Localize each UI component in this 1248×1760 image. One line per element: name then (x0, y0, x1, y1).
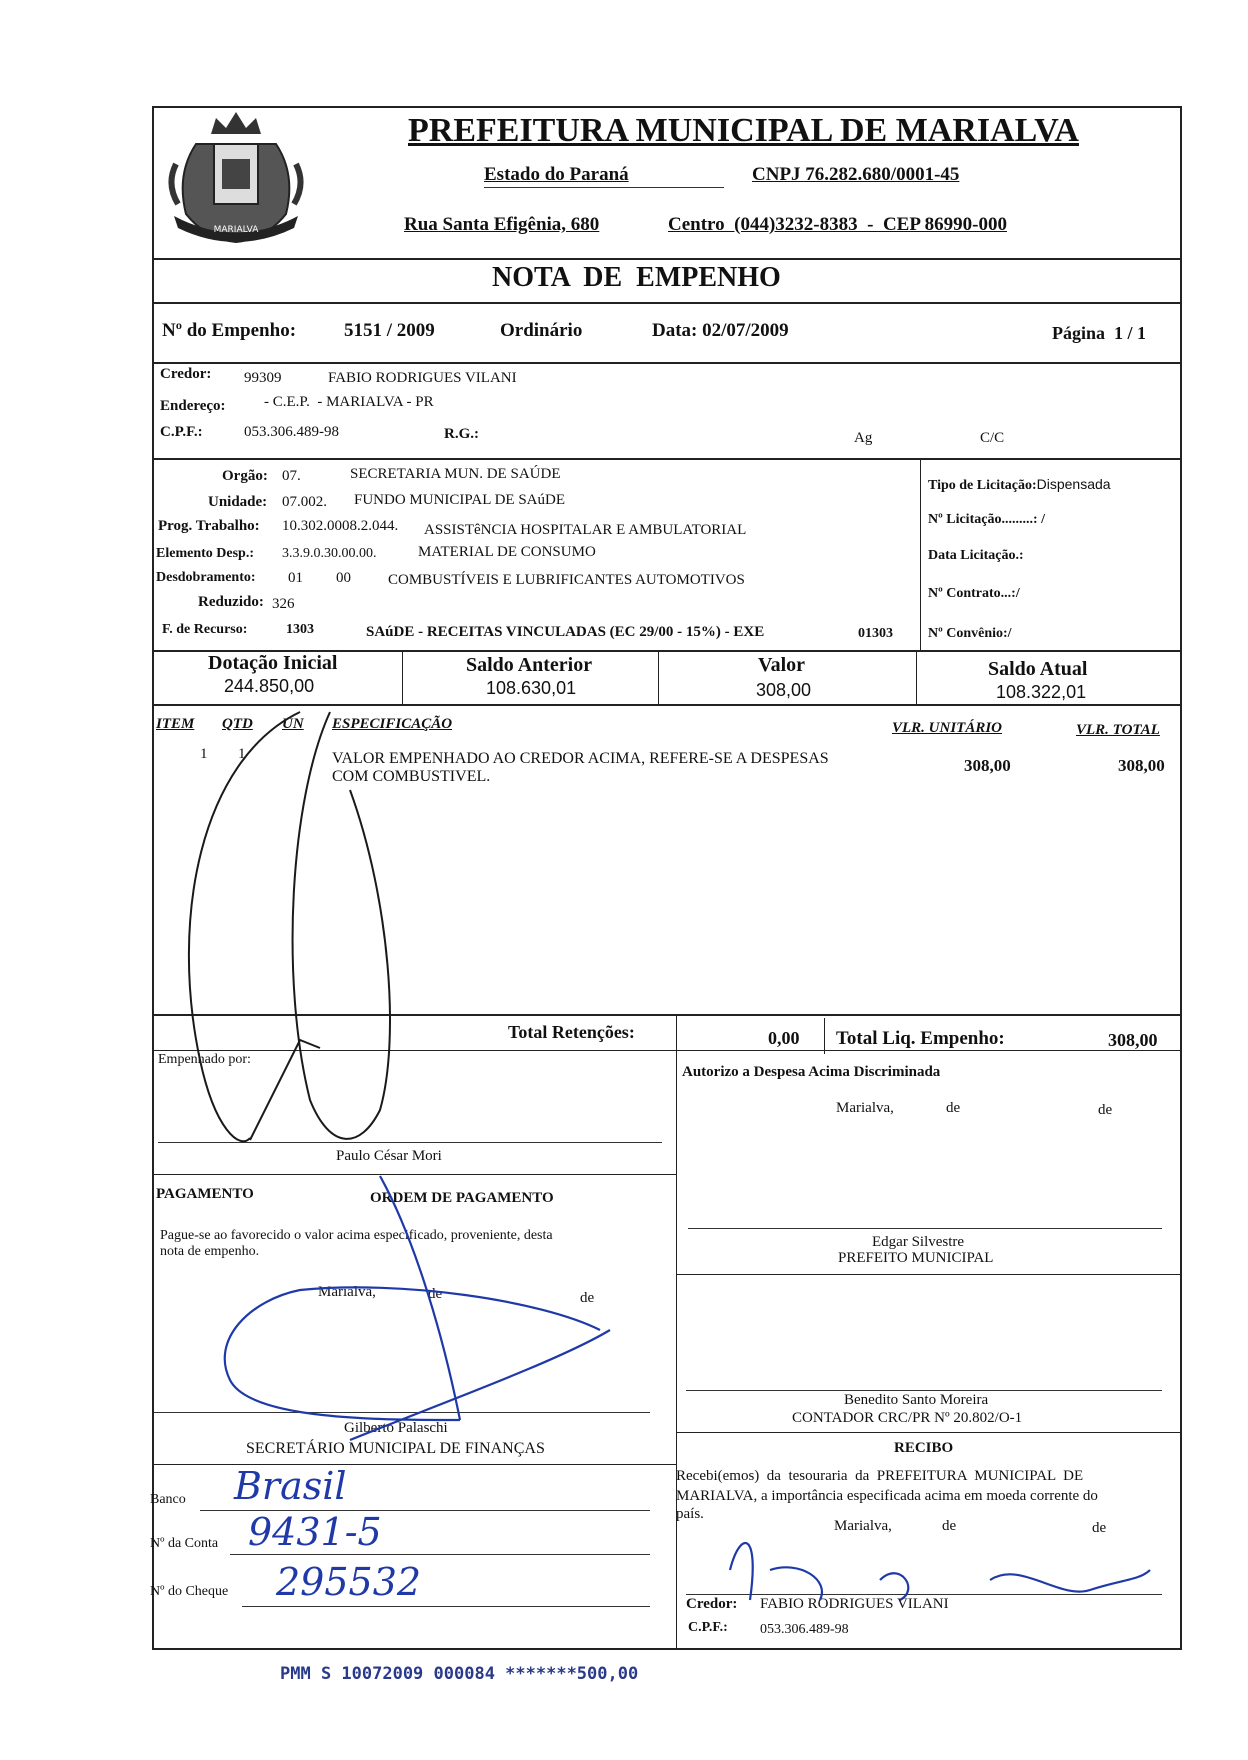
saldo-atual-label: Saldo Atual (988, 658, 1088, 680)
saldo-atual-value: 108.322,01 (996, 682, 1087, 702)
pagamento-text1: Pague-se ao favorecido o valor acima especificado, proveniente, desta (160, 1228, 553, 1243)
rg-label: R.G.: (444, 426, 479, 442)
col-un: UN (282, 716, 304, 732)
pagamento-text2: nota de empenho. (160, 1244, 260, 1259)
credor-code: 99309 (244, 370, 282, 386)
dotacao-value: 244.850,00 (224, 676, 315, 696)
recurso-label: F. de Recurso: (162, 622, 248, 637)
pagamento-de2: de (580, 1290, 595, 1306)
empenhado-name: Paulo César Mori (336, 1148, 442, 1164)
total-liq-label: Total Liq. Empenho: (836, 1028, 1005, 1049)
item-number: 1 (200, 746, 208, 762)
recurso-name: SAúDE - RECEITAS VINCULADAS (EC 29/00 - 15%) - EXE (366, 624, 765, 640)
secretario-title: SECRETÁRIO MUNICIPAL DE FINANÇAS (246, 1440, 545, 1457)
autorizo-place: Marialva, (836, 1100, 894, 1116)
recibo-credor-name: FABIO RODRIGUES VILANI (760, 1596, 949, 1612)
desdobramento-label: Desdobramento: (156, 570, 256, 585)
endereco-label: Endereço: (160, 398, 226, 414)
item-vunit: 308,00 (964, 756, 1011, 775)
elemento-name: MATERIAL DE CONSUMO (418, 544, 596, 560)
elemento-code: 3.3.9.0.30.00.00. (282, 546, 377, 561)
licitacao-data: Data Licitação.: (928, 548, 1024, 563)
saldo-anterior-value: 108.630,01 (486, 678, 577, 698)
col-vunit: VLR. UNITÁRIO (892, 720, 1003, 736)
desdobramento-code2: 00 (336, 570, 351, 586)
empenho-type: Ordinário (500, 320, 583, 341)
cheque-value: 295532 (276, 1560, 422, 1604)
autorizo-de2: de (1098, 1102, 1113, 1118)
total-retencoes-label: Total Retenções: (508, 1022, 635, 1042)
banco-label: Banco (150, 1492, 186, 1507)
valor-value: 308,00 (756, 680, 812, 700)
banco-value: Brasil (234, 1464, 347, 1508)
desdobramento-name: COMBUSTÍVEIS E LUBRIFICANTES AUTOMOTIVOS (388, 572, 745, 588)
doc-title: NOTA DE EMPENHO (492, 262, 781, 293)
unidade-code: 07.002. (282, 494, 327, 510)
ordem-pagamento: ORDEM DE PAGAMENTO (370, 1190, 554, 1206)
recibo-title: RECIBO (894, 1440, 954, 1456)
recurso-code: 1303 (286, 622, 314, 637)
pagamento-label: PAGAMENTO (156, 1186, 254, 1202)
page-title: PREFEITURA MUNICIPAL DE MARIALVA (408, 112, 1079, 149)
recibo-cpf: 053.306.489-98 (760, 1622, 849, 1637)
secretario-name: Gilberto Palaschi (344, 1420, 448, 1436)
dotacao-label: Dotação Inicial (208, 652, 338, 674)
licitacao-tipo: Tipo de Licitação:Dispensada (928, 476, 1111, 493)
recibo-de1: de (942, 1518, 957, 1534)
credor-label: Credor: (160, 366, 212, 382)
cnpj-text: CNPJ 76.282.680/0001-45 (752, 164, 960, 185)
contador-title: CONTADOR CRC/PR Nº 20.802/O-1 (792, 1410, 1023, 1426)
prog-label: Prog. Trabalho: (158, 518, 260, 534)
item-desc-line1: VALOR EMPENHADO AO CREDOR ACIMA, REFERE-SE A DESPESAS (332, 750, 829, 767)
recurso-code2: 01303 (858, 626, 893, 641)
recibo-credor-label: Credor: (686, 1596, 738, 1612)
pagamento-de1: de (428, 1286, 443, 1302)
contact-text: Centro (044)3232-8383 - CEP 86990-000 (668, 214, 1007, 235)
licitacao-numero: Nº Licitação.........: / (928, 512, 1045, 527)
reduzido-value: 326 (272, 596, 295, 612)
recibo-place: Marialva, (834, 1518, 892, 1534)
empenhado-label: Empenhado por: (158, 1052, 251, 1067)
col-item: ITEM (156, 716, 195, 732)
empenho-number-label: Nº do Empenho: (162, 320, 297, 341)
recibo-cpf-label: C.P.F.: (688, 1620, 728, 1635)
convenio-number: Nº Convênio:/ (928, 626, 1012, 641)
empenho-date: Data: 02/07/2009 (652, 320, 789, 341)
contador-name: Benedito Santo Moreira (844, 1392, 989, 1408)
item-desc-line2: COM COMBUSTIVEL. (332, 768, 491, 785)
cheque-label: Nº do Cheque (150, 1584, 229, 1599)
desdobramento-code1: 01 (288, 570, 303, 586)
total-liq-value: 308,00 (1108, 1030, 1158, 1050)
item-qtd: 1 (238, 746, 246, 762)
recibo-text2: MARIALVA, a importância especificada acima em moeda corrente do (676, 1488, 1098, 1504)
col-vtotal: VLR. TOTAL (1076, 722, 1160, 738)
conta-value: 9431-5 (248, 1510, 382, 1554)
recibo-de2: de (1092, 1520, 1107, 1536)
credor-name: FABIO RODRIGUES VILANI (328, 370, 517, 386)
valor-label: Valor (758, 654, 806, 676)
state-text: Estado do Paraná (484, 164, 629, 185)
pagamento-place: Marialva, (318, 1284, 376, 1300)
orgao-code: 07. (282, 468, 301, 484)
unidade-label: Unidade: (208, 494, 268, 510)
svg-text:MARIALVA: MARIALVA (213, 225, 259, 235)
orgao-label: Orgão: (222, 468, 268, 484)
prefeito-title: PREFEITO MUNICIPAL (838, 1250, 994, 1266)
endereco-value: - C.E.P. - MARIALVA - PR (264, 394, 434, 410)
item-vtotal: 308,00 (1118, 756, 1165, 775)
autorizo-de1: de (946, 1100, 961, 1116)
col-qtd: QTD (222, 716, 253, 732)
unidade-name: FUNDO MUNICIPAL DE SAúDE (354, 492, 565, 508)
conta-label: Nº da Conta (150, 1536, 219, 1551)
street-text: Rua Santa Efigênia, 680 (404, 214, 600, 235)
cc-label: C/C (980, 430, 1005, 446)
cpf-value: 053.306.489-98 (244, 424, 339, 440)
autorizo-text: Autorizo a Despesa Acima Discriminada (682, 1064, 941, 1080)
ag-label: Ag (854, 430, 873, 446)
contrato-number: Nº Contrato...:/ (928, 586, 1020, 601)
reduzido-label: Reduzido: (198, 594, 264, 610)
recibo-text1: Recebi(emos) da tesouraria da PREFEITURA MUNICIPAL DE (676, 1468, 1084, 1484)
cpf-label: C.P.F.: (160, 424, 203, 440)
total-retencoes-value: 0,00 (768, 1028, 800, 1048)
recibo-text3: país. (676, 1506, 704, 1522)
processing-stamp: PMM S 10072009 000084 *******500,00 (280, 1664, 639, 1684)
prefeito-name: Edgar Silvestre (872, 1234, 965, 1250)
page-number: Página 1 / 1 (1052, 323, 1147, 343)
prog-code: 10.302.0008.2.044. (282, 518, 399, 534)
empenho-number: 5151 / 2009 (344, 320, 435, 341)
prog-name: ASSISTêNCIA HOSPITALAR E AMBULATORIAL (424, 522, 747, 538)
municipal-crest-icon (156, 104, 316, 254)
saldo-anterior-label: Saldo Anterior (466, 654, 593, 676)
elemento-label: Elemento Desp.: (156, 546, 254, 561)
col-spec: ESPECIFICAÇÃO (332, 716, 453, 732)
orgao-name: SECRETARIA MUN. DE SAÚDE (350, 466, 561, 482)
